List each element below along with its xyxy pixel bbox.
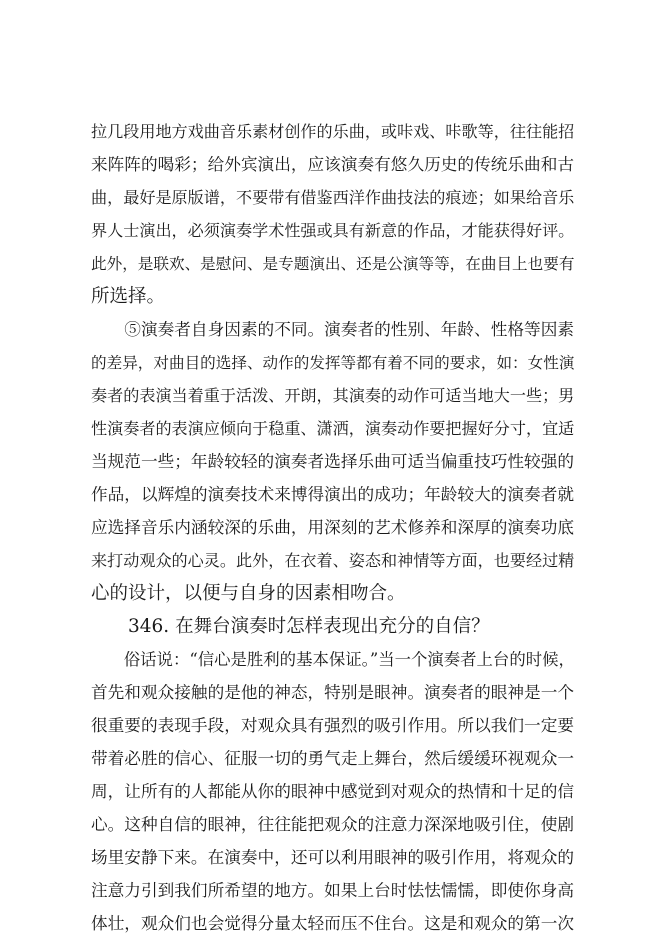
text-line: 很重要的表现手段，对观众具有强烈的吸引作用。所以我们一定要: [91, 716, 575, 735]
text-line: 场里安静下来。在演奏中，还可以利用眼神的吸引作用，将观众的: [91, 848, 575, 867]
text-line: 性演奏者的表演应倾向于稳重、潇洒，演奏动作要把握好分寸，宜适: [91, 419, 575, 438]
text-line: 注意力引到我们所希望的地方。如果上台时怯怯懦懦，即使你身高: [91, 881, 575, 900]
text-line: 来打动观众的心灵。此外，在衣着、姿态和神情等方面，也要经过精: [91, 551, 575, 570]
text-line: 所选择。: [91, 286, 166, 307]
text-line: 的差异，对曲目的选择、动作的发挥等都有着不同的要求，如：女性演: [91, 354, 575, 372]
text-line: 当规范一些；年龄较轻的演奏者选择乐曲可适当偏重技巧性较强的: [91, 452, 575, 471]
text-line: 俗话说：“信心是胜利的基本保证。”当一个演奏者上台的时候，: [91, 650, 575, 669]
text-line: 周，让所有的人都能从你的眼神中感觉到对观众的热情和十足的信: [91, 782, 575, 801]
text-line: 此外，是联欢、是慰问、是专题演出、还是公演等等，在曲目上也要有: [91, 255, 575, 273]
text-line: 应选择音乐内涵较深的乐曲，用深刻的艺术修养和深厚的演奏功底: [91, 518, 575, 537]
text-line: ⑤演奏者自身因素的不同。演奏者的性别、年龄、性格等因素: [91, 320, 575, 339]
section-heading: 346. 在舞台演奏时怎样表现出充分的自信？: [91, 616, 490, 637]
text-line: 拉几段用地方戏曲音乐素材创作的乐曲，或咔戏、咔歌等，往往能招: [91, 122, 575, 141]
text-line: 作品，以辉煌的演奏技术来博得演出的成功；年龄较大的演奏者就: [91, 485, 575, 504]
text-line: 界人士演出，必须演奏学术性强或具有新意的作品，才能获得好评。: [91, 221, 575, 240]
text-line: 带着必胜的信心、征服一切的勇气走上舞台，然后缓缓环视观众一: [91, 749, 575, 768]
text-line: 心。这种自信的眼神，往往能把观众的注意力深深地吸引住，使剧: [91, 815, 575, 834]
text-line: 奏者的表演当着重于活泼、开朗，其演奏的动作可适当地大一些；男: [91, 386, 575, 405]
text-line: 来阵阵的喝彩；给外宾演出，应该演奏有悠久历史的传统乐曲和古: [91, 155, 575, 174]
text-line: 心的设计，以便与自身的因素相吻合。: [91, 583, 406, 604]
text-line: 曲，最好是原版谱，不要带有借鉴西洋作曲技法的痕迹；如果给音乐: [91, 188, 575, 207]
text-line: 体壮，观众们也会觉得分量太轻而压不住台。这是和观众的第一次: [91, 914, 575, 933]
text-line: 首先和观众接触的是他的神态，特别是眼神。演奏者的眼神是一个: [91, 683, 575, 702]
